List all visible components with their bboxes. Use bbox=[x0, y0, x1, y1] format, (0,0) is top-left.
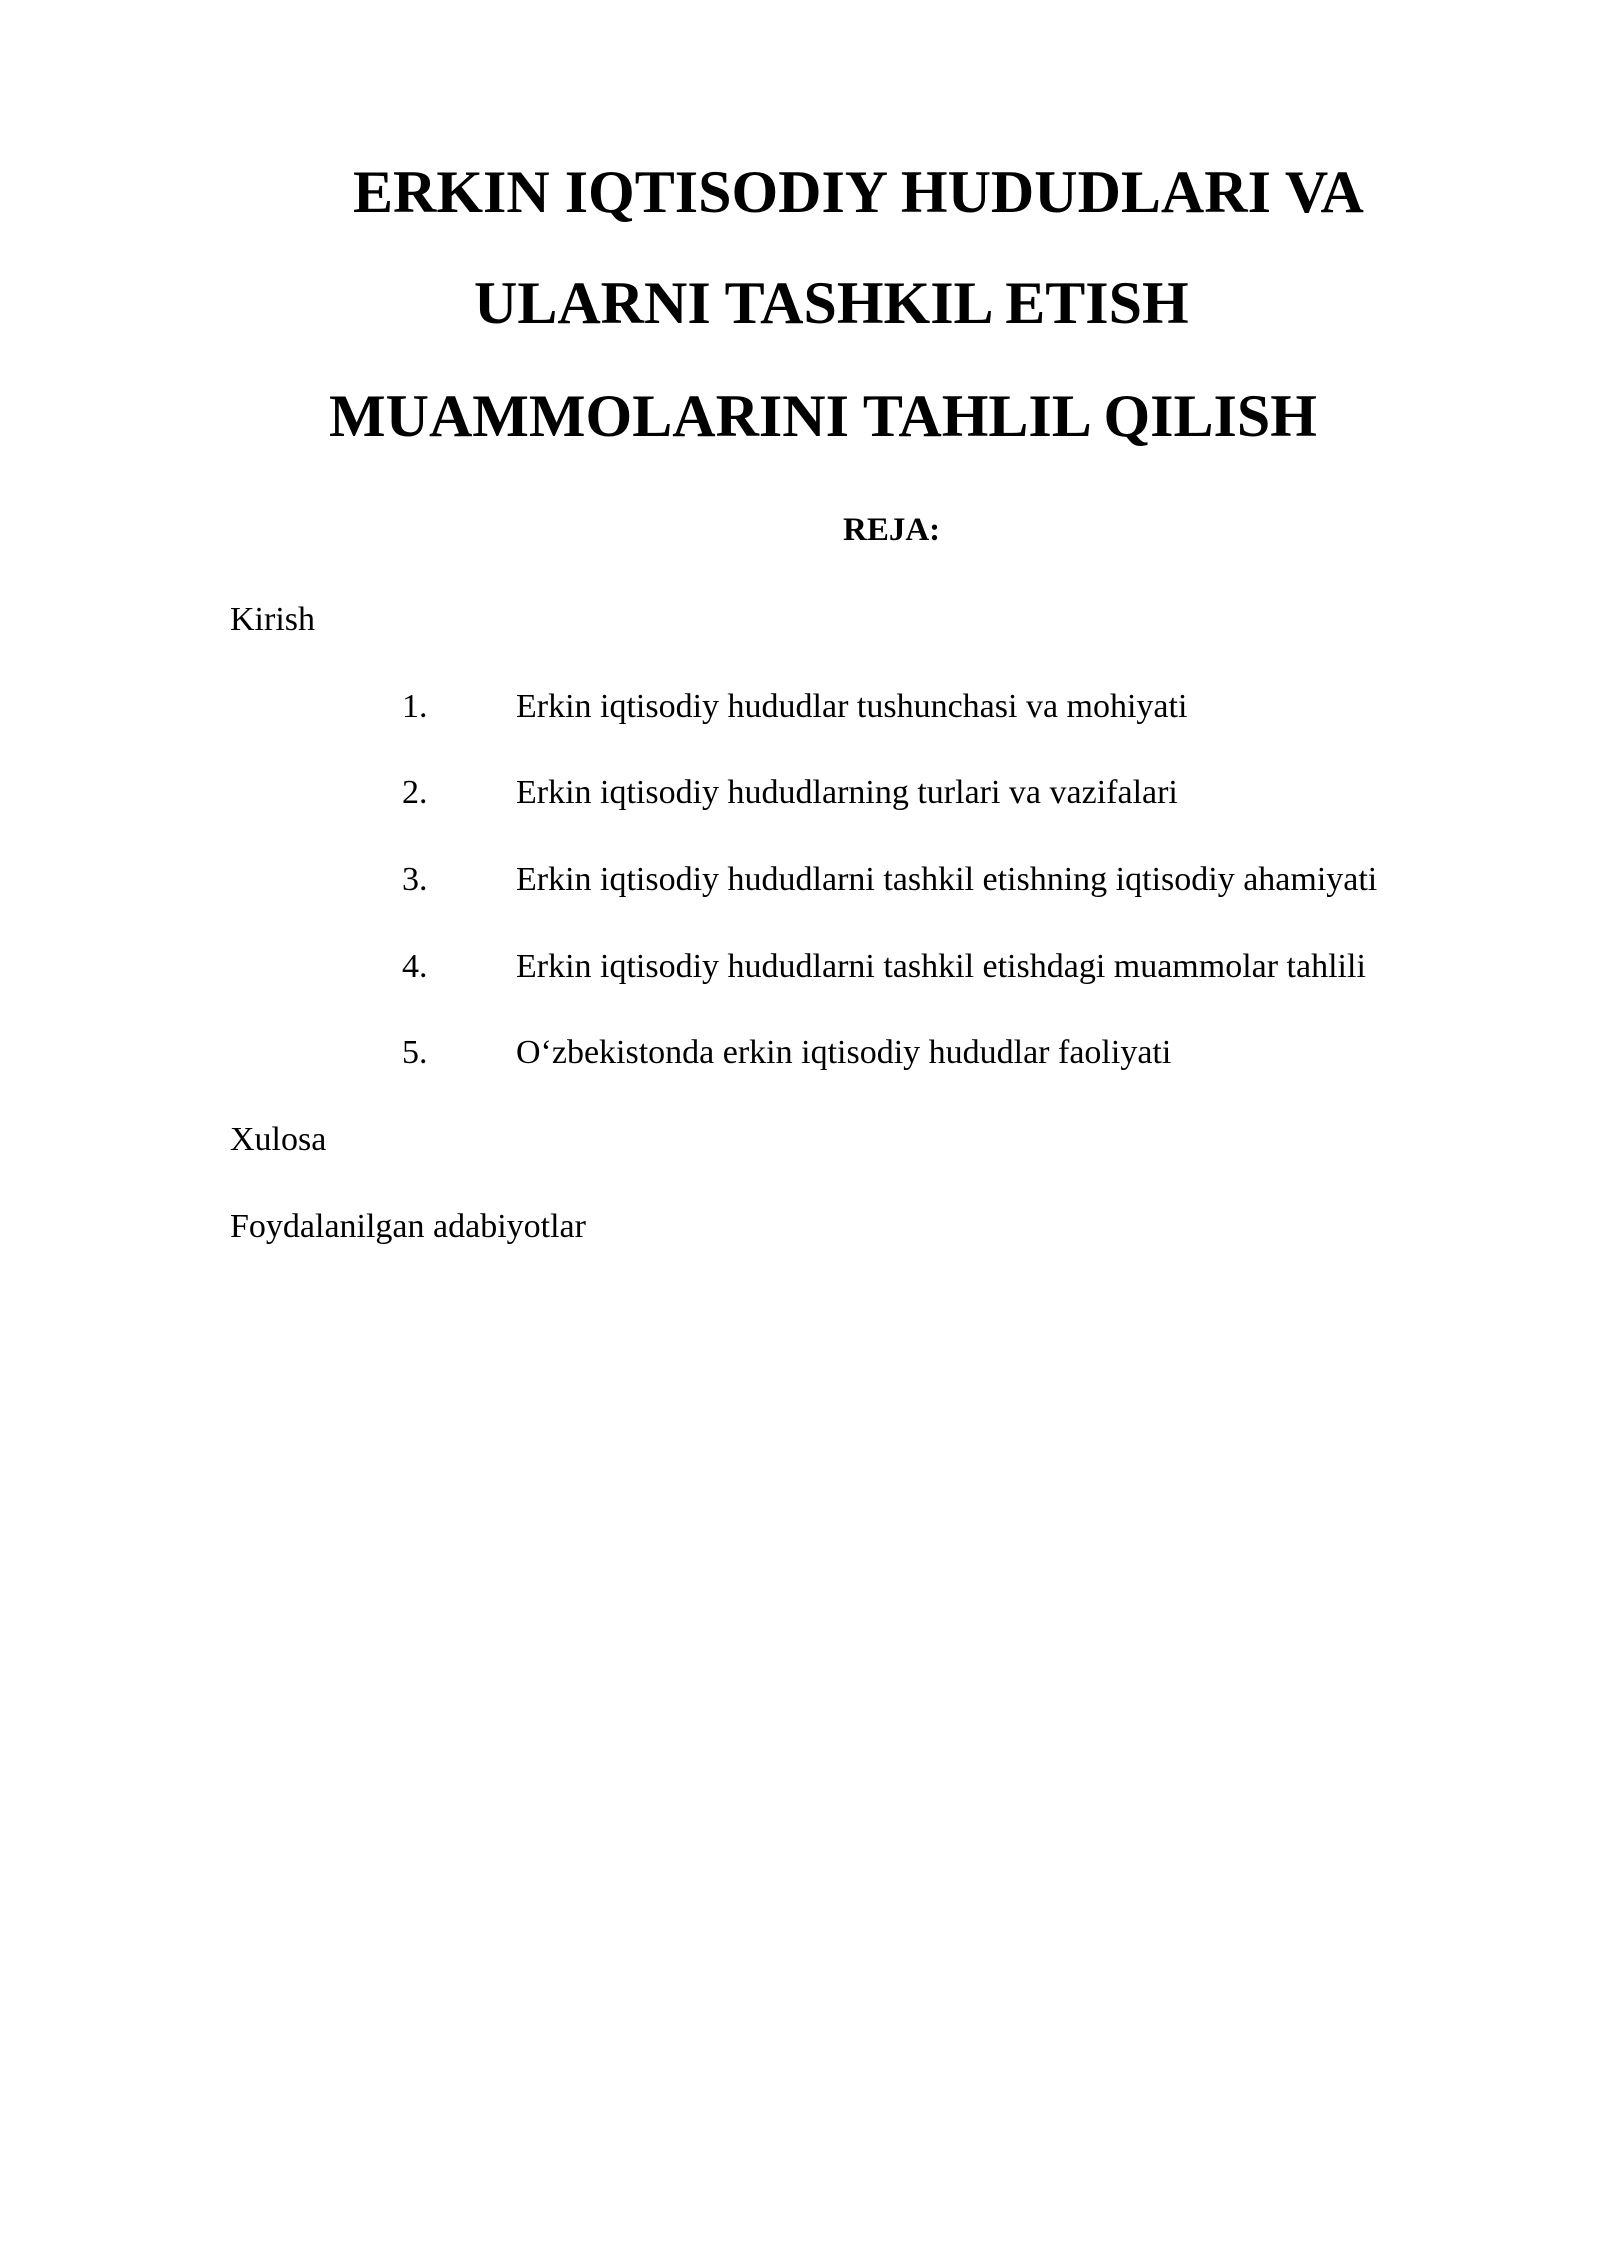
title-line-1: ERKIN IQTISODIY HUDUDLARI VA bbox=[353, 159, 1364, 225]
plan-item-text: Erkin iqtisodiy hududlar tushunchasi va mohiyati bbox=[516, 688, 1188, 725]
plan-item-text: Erkin iqtisodiy hududlarning turlari va vazifalari bbox=[516, 774, 1178, 811]
plan-item-number: 2. bbox=[402, 774, 428, 811]
plan-item-number: 4. bbox=[402, 948, 428, 985]
plan-item-number: 5. bbox=[402, 1034, 428, 1071]
plan-item-number: 3. bbox=[402, 861, 428, 898]
plan-item-text: O‘zbekistonda erkin iqtisodiy hududlar faoliyati bbox=[516, 1034, 1172, 1071]
conclusion-item: Xulosa bbox=[230, 1121, 327, 1158]
plan-heading: REJA: bbox=[843, 512, 941, 548]
title-line-2: ULARNI TASHKIL ETISH bbox=[474, 270, 1189, 336]
plan-item-number: 1. bbox=[402, 688, 428, 725]
plan-item-text: Erkin iqtisodiy hududlarni tashkil etishdagi muammolar tahlili bbox=[516, 948, 1366, 985]
introduction-item: Kirish bbox=[230, 601, 315, 638]
title-line-3: MUAMMOLARINI TAHLIL QILISH bbox=[329, 383, 1317, 449]
plan-item-text: Erkin iqtisodiy hududlarni tashkil etishning iqtisodiy ahamiyati bbox=[516, 861, 1378, 898]
references-item: Foydalanilgan adabiyotlar bbox=[230, 1208, 586, 1245]
